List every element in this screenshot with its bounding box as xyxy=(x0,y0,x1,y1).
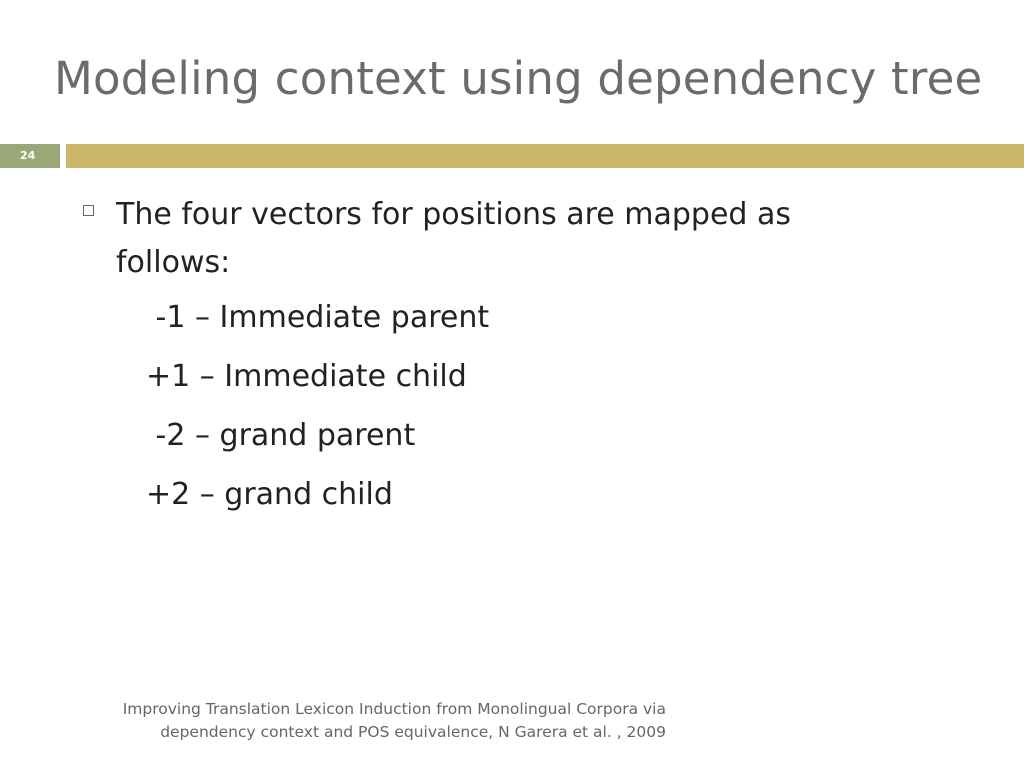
bullet-text: The four vectors for positions are mapped as follows: xyxy=(116,197,792,280)
mapping-item: +2 – grand child xyxy=(146,477,393,512)
header-divider-bar xyxy=(66,144,1024,168)
mapping-item: -2 – grand parent xyxy=(146,418,416,453)
mapping-item: +1 – Immediate child xyxy=(146,359,467,394)
citation-line: dependency context and POS equivalence, N Garera et al. , 2009 xyxy=(160,723,666,741)
slide-number-badge xyxy=(0,144,60,168)
mapping-item: -1 – Immediate parent xyxy=(146,300,490,335)
slide-title: Modeling context using dependency tree xyxy=(54,52,983,105)
hollow-square-bullet-icon xyxy=(83,205,94,216)
citation-line: Improving Translation Lexicon Induction from Monolingual Corpora via xyxy=(122,700,666,718)
citation xyxy=(100,698,666,744)
slide-number: 24 xyxy=(20,149,36,162)
